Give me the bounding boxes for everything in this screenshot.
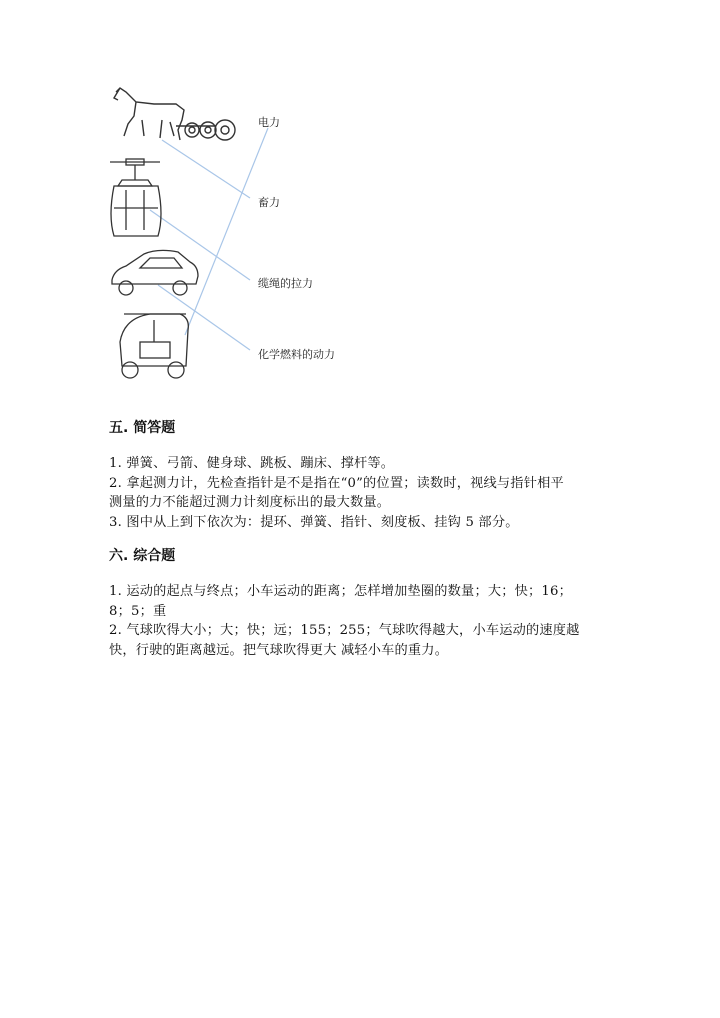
match-line-tricycle-to-electric bbox=[185, 128, 268, 335]
answer-line: 2. 气球吹得大小；大；快；远；155；255；气球吹得越大，小车运动的速度越 bbox=[109, 623, 580, 638]
answer-line: 1. 弹簧、弓箭、健身球、跳板、蹦床、撑杆等。 bbox=[109, 456, 395, 471]
section-6-title: 六. 综合题 bbox=[109, 548, 176, 564]
match-line-cable-to-rope bbox=[150, 210, 250, 280]
answer-line: 1. 运动的起点与终点；小车运动的距离；怎样增加垫圈的数量；大；快；16； bbox=[109, 584, 572, 599]
answer-line: 快，行驶的距离越远。把气球吹得更大 减轻小车的重力。 bbox=[109, 642, 449, 658]
match-line-horse-to-animal bbox=[162, 140, 250, 198]
car-picture bbox=[112, 250, 198, 295]
matching-lines bbox=[100, 80, 360, 390]
answer-line: 2. 拿起测力计，先检查指针是不是指在“0”的位置；读数时，视线与指针相平 bbox=[109, 475, 564, 491]
match-line-car-to-fuel bbox=[158, 285, 250, 350]
section-5-body bbox=[109, 454, 614, 532]
label-rope-tension: 缆绳的拉力 bbox=[258, 277, 313, 290]
matching-figure bbox=[100, 80, 360, 390]
cable-car-picture bbox=[110, 159, 161, 236]
answer-line: 8；5；重 bbox=[109, 603, 167, 619]
label-animal-power: 畜力 bbox=[258, 196, 280, 209]
section-5-title: 五. 简答题 bbox=[109, 420, 176, 436]
tricycle-picture bbox=[120, 314, 188, 378]
section-6-body bbox=[109, 582, 614, 660]
horse-cart-picture bbox=[114, 88, 235, 140]
label-electric-power: 电力 bbox=[258, 116, 280, 129]
label-fuel-power: 化学燃料的动力 bbox=[258, 348, 335, 361]
answer-line: 3. 图中从上到下依次为：提环、弹簧、指针、刻度板、挂钩 5 部分。 bbox=[109, 514, 519, 530]
answer-line: 测量的力不能超过测力计刻度标出的最大数量。 bbox=[109, 495, 391, 510]
